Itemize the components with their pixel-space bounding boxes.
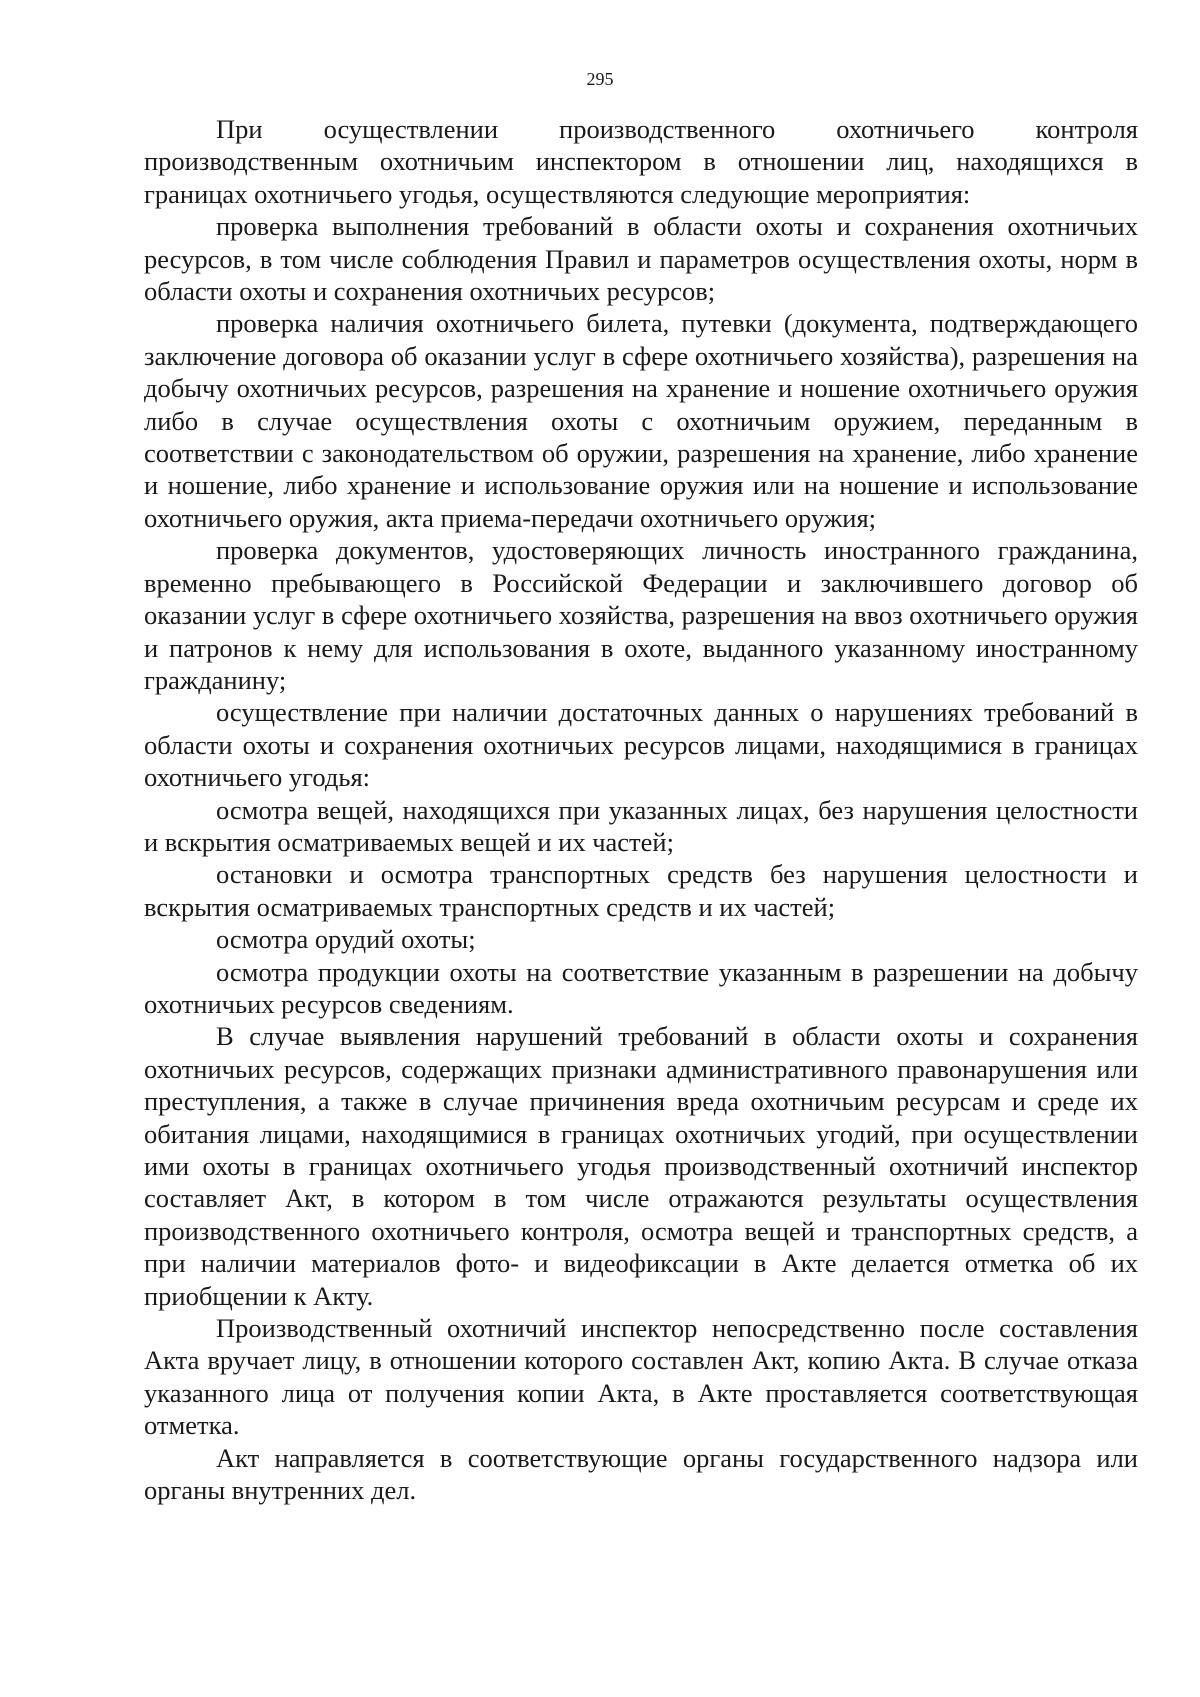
paragraph-item: проверка документов, удостоверяющих личность иностранного гражданина, временно пребывающего в Российской Федерации и заключившего договор об оказании услуг в сфере охотничьего хозяйства, разрешения на ввоз охотничьего оружия и патронов к нему для использования в охоте, выданного указанному иностранному гражданину; bbox=[144, 535, 1138, 695]
page-number: 295 bbox=[586, 69, 614, 89]
paragraph-subitem: осмотра продукции охоты на соответствие указанным в разрешении на добычу охотничьих ресурсов сведениям. bbox=[144, 956, 1138, 1019]
paragraph-copy-delivery: Производственный охотничий инспектор непосредственно после составления Акта вручает лицу, в отношении которого составлен Акт, копию Акта. В случае отказа указанного лица от получения копии Акта, в Акте проставляется соответствующая отметка. bbox=[144, 1313, 1138, 1441]
paragraph-item: проверка выполнения требований в области охоты и сохранения охотничьих ресурсов, в том числе соблюдения Правил и параметров осуществления охоты, норм в области охоты и сохранения охотничьих ресурсов; bbox=[144, 211, 1138, 307]
document-body bbox=[144, 113, 1138, 1506]
paragraph-act-forwarding: Акт направляется в соответствующие органы государственного надзора или органы внутренних дел. bbox=[144, 1442, 1138, 1506]
paragraph-subitem: осмотра орудий охоты; bbox=[216, 924, 476, 955]
paragraph-item: проверка наличия охотничьего билета, путевки (документа, подтверждающего заключение договора об оказании услуг в сфере охотничьего хозяйства), разрешения на добычу охотничьих ресурсов, разрешения на хранение и ношение охотничьего оружия либо в случае осуществления охоты с охотничьим оружием, переданным в соответствии с законодательством об оружии, разрешения на хранение, либо хранение и ношение, либо хранение и использование оружия или на ношение и использование охотничьего оружия, акта приема-передачи охотничьего оружия; bbox=[144, 308, 1138, 533]
paragraph-subitem: осмотра вещей, находящихся при указанных лицах, без нарушения целостности и вскрытия осматриваемых вещей и их частей; bbox=[144, 794, 1138, 857]
paragraph-subitem: остановки и осмотра транспортных средств без нарушения целостности и вскрытия осматриваемых транспортных средств и их частей; bbox=[144, 859, 1138, 922]
paragraph-intro: При осуществлении производственного охотничьего контроля производственным охотничьим инспектором в отношении лиц, находящихся в границах охотничьего угодья, осуществляются следующие мероприятия: bbox=[144, 114, 1138, 209]
paragraph-violations: В случае выявления нарушений требований в области охоты и сохранения охотничьих ресурсов, содержащих признаки административного правонарушения или преступления, а также в случае причинения вреда охотничьим ресурсам и среде их обитания лицами, находящимися в границах охотничьих угодий, при осуществлении ими охоты в границах охотничьего угодья производственный охотничий инспектор составляет Акт, в котором в том числе отражаются результаты осуществления производственного охотничьего контроля, осмотра вещей и транспортных средств, а при наличии материалов фото- и видеофиксации в Акте делается отметка об их приобщении к Акту. bbox=[144, 1021, 1138, 1311]
paragraph-item: осуществление при наличии достаточных данных о нарушениях требований в области охоты и сохранения охотничьих ресурсов лицами, находящимися в границах охотничьего угодья: bbox=[144, 697, 1138, 793]
